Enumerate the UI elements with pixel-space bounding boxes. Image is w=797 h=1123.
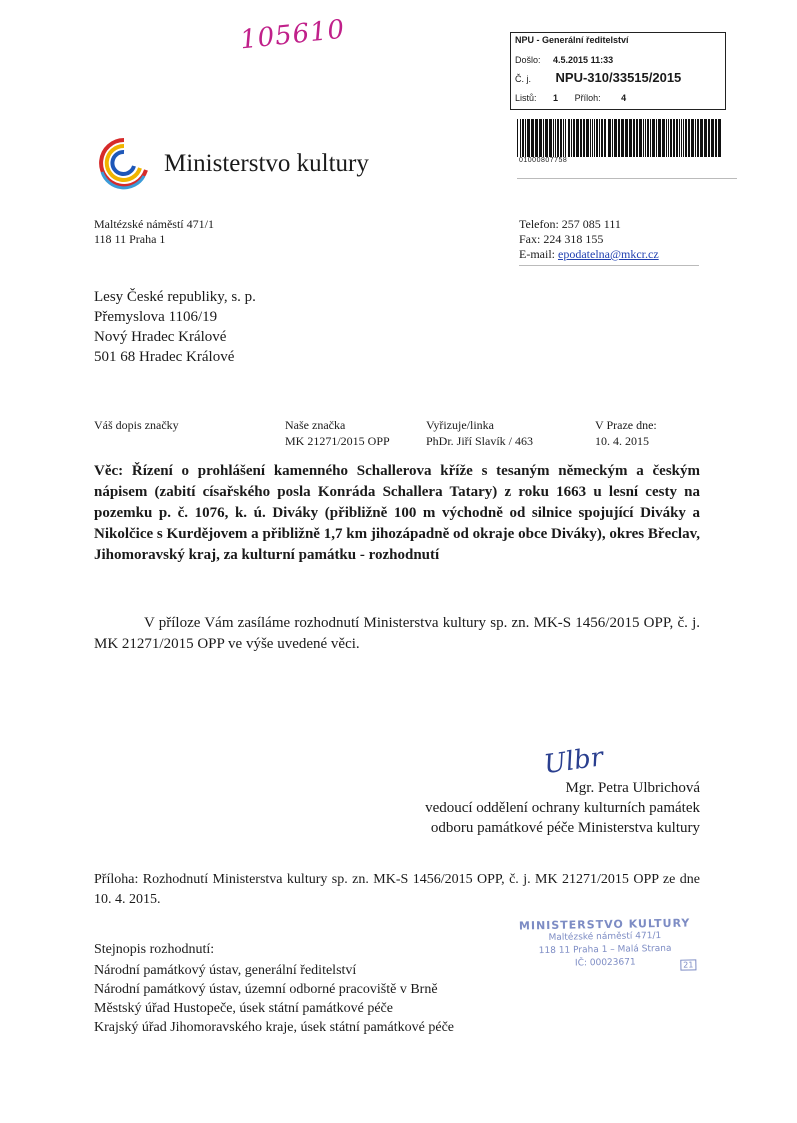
divider xyxy=(519,265,699,266)
barcode-bar xyxy=(695,119,696,157)
barcode-bar xyxy=(612,119,613,157)
barcode-bar xyxy=(621,119,624,157)
barcode-bar xyxy=(601,119,603,157)
sender-address xyxy=(94,217,214,247)
barcode-bar xyxy=(596,119,598,157)
barcode-bar xyxy=(586,119,589,157)
barcode-bar xyxy=(645,119,646,157)
barcode-bar xyxy=(683,119,684,157)
barcode-bar xyxy=(553,119,554,157)
barcode-bar xyxy=(662,119,665,157)
address-line: 118 11 Praha 1 xyxy=(94,232,166,246)
barcode-bar xyxy=(522,119,524,157)
barcode-bar xyxy=(650,119,651,157)
barcode-bar xyxy=(639,119,642,157)
barcode-bar xyxy=(576,119,579,157)
stamp-received: Došlo: 4.5.2015 11:33 xyxy=(515,55,614,65)
signatory-department: odboru památkové péče Ministerstva kultury xyxy=(430,820,700,836)
recipient-address xyxy=(94,287,256,367)
barcode-bar xyxy=(708,119,710,157)
barcode-bar xyxy=(688,119,690,157)
signatory-name: Mgr. Petra Ulbrichová xyxy=(565,780,700,796)
barcode-bar xyxy=(565,119,566,157)
list-item: Krajský úřad Jihomoravského kraje, úsek státní památkové péče xyxy=(94,1020,455,1035)
signatory xyxy=(380,778,700,838)
barcode-bar xyxy=(668,119,669,157)
barcode-bar xyxy=(531,119,534,157)
barcode-bar xyxy=(590,119,591,157)
barcode-bar xyxy=(549,119,552,157)
subject: Věc: Řízení o prohlášení kamenného Schallerova kříže s tesaným německým a českým nápisem (zabití císařského posla Konráda Schallera Tatary) z roku 1663 u lesní cesty na pozemku p. č. 1076, k. ú. Diváky (přibližně 100 m východně od silnice spojující Diváky a Nikolčice s Kurdějovem a přibližně 1,7 km jihozápadně od okraje obce Diváky), okres Břeclav, Jihomoravský kraj, za kulturní památku - rozhodnutí xyxy=(94,463,700,563)
barcode-bar xyxy=(525,119,526,157)
handwritten-signature xyxy=(538,732,608,782)
recipient-line: Lesy České republiky, s. p. xyxy=(94,289,256,305)
barcode-bar xyxy=(557,119,559,157)
barcode-bar xyxy=(676,119,678,157)
recipient-line: 501 68 Hradec Králové xyxy=(94,349,235,365)
list-item: Národní památkový ústav, generální ředitelství xyxy=(94,963,357,978)
barcode-bar xyxy=(571,119,572,157)
barcode-bar xyxy=(583,119,585,157)
barcode-bar xyxy=(697,119,699,157)
stamp-reference: Č. j. NPU-310/33515/2015 xyxy=(515,70,682,85)
barcode-bar xyxy=(560,119,562,157)
barcode-bar xyxy=(691,119,694,157)
barcode-bar xyxy=(545,119,548,157)
barcode-bar xyxy=(535,119,538,157)
sender-contact xyxy=(519,217,659,262)
barcode-bar xyxy=(666,119,667,157)
attachment-note: Příloha: Rozhodnutí Ministerstva kultury sp. zn. MK-S 1456/2015 OPP, č. j. MK 21271/2015 OPP ze dne 10. 4. 2015. xyxy=(94,872,700,907)
barcode-bar xyxy=(704,119,707,157)
barcode-bar xyxy=(555,119,556,157)
barcode-bar xyxy=(679,119,680,157)
address-line: Maltézské náměstí 471/1 xyxy=(94,217,214,231)
barcode-bar xyxy=(568,119,570,157)
barcode-number: 01000807758 xyxy=(519,157,568,164)
barcode-bar xyxy=(594,119,595,157)
list-item: Městský úřad Hustopeče, úsek státní památkové péče xyxy=(94,1001,393,1016)
email-line: E-mail: epodatelna@mkcr.cz xyxy=(519,247,659,261)
svg-text:Ulbr: Ulbr xyxy=(542,742,606,781)
phone: Telefon: 257 085 111 xyxy=(519,217,621,231)
barcode-bar xyxy=(711,119,714,157)
barcode-bar xyxy=(520,119,521,157)
recipient-line: Nový Hradec Králové xyxy=(94,329,227,345)
barcode-bar xyxy=(652,119,655,157)
barcode-bar xyxy=(685,119,687,157)
stamp-office: NPU - Generální ředitelství xyxy=(515,35,629,45)
ministry-stamp: MINISTERSTVO KULTURY Maltézské náměstí 471/1 118 11 Praha 1 – Malá Strana IČ: 00023671 21 xyxy=(510,916,701,971)
barcode-bar xyxy=(715,119,717,157)
barcode-bar xyxy=(647,119,649,157)
letter-body: V příloze Vám zasíláme rozhodnutí Ministerstva kultury sp. zn. MK-S 1456/2015 OPP, č. j. MK 21271/2015 OPP ve výše uvedené věci. xyxy=(94,615,700,652)
barcode-bar xyxy=(625,119,628,157)
barcode-bar xyxy=(517,119,518,157)
signatory-role: vedoucí oddělení ochrany kulturních památek xyxy=(425,800,700,816)
barcode-bar xyxy=(527,119,530,157)
barcode-bar xyxy=(604,119,606,157)
copies-list xyxy=(94,940,454,1037)
barcode-bar xyxy=(656,119,657,157)
barcode-bar xyxy=(580,119,582,157)
barcode-bar xyxy=(633,119,635,157)
barcode-bar xyxy=(563,119,564,157)
barcode-bar xyxy=(599,119,600,157)
registry-stamp xyxy=(510,32,726,110)
handler: Vyřizuje/linka PhDr. Jiří Slavík / 463 xyxy=(426,418,534,448)
barcode xyxy=(517,119,722,157)
ministry-name: Ministerstvo kultury xyxy=(164,150,369,177)
letter-date: V Praze dne: 10. 4. 2015 xyxy=(595,418,657,448)
barcode-bar xyxy=(573,119,575,157)
handwritten-registry-number: 105610 xyxy=(238,14,347,56)
stamp-counts: Listů: 1 Příloh: 4 xyxy=(515,93,627,103)
barcode-bar xyxy=(670,119,672,157)
recipient-line: Přemyslova 1106/19 xyxy=(94,309,218,325)
barcode-bar xyxy=(700,119,703,157)
fax: Fax: 224 318 155 xyxy=(519,232,604,246)
your-reference: Váš dopis značky xyxy=(94,418,179,432)
barcode-bar xyxy=(636,119,638,157)
barcode-bar xyxy=(658,119,661,157)
barcode-bar xyxy=(608,119,611,157)
email-link[interactable]: epodatelna@mkcr.cz xyxy=(558,247,659,261)
barcode-bar xyxy=(718,119,721,157)
barcode-bar xyxy=(629,119,632,157)
barcode-bar xyxy=(673,119,675,157)
barcode-bar xyxy=(618,119,620,157)
our-reference: Naše značka MK 21271/2015 OPP xyxy=(285,418,390,448)
barcode-bar xyxy=(592,119,593,157)
barcode-bar xyxy=(539,119,542,157)
barcode-bar xyxy=(681,119,682,157)
barcode-bar xyxy=(543,119,544,157)
barcode-bar xyxy=(643,119,644,157)
list-item: Národní památkový ústav, územní odborné pracoviště v Brně xyxy=(94,982,438,997)
divider xyxy=(517,178,737,179)
barcode-bar xyxy=(614,119,617,157)
ministry-logo-icon xyxy=(94,136,154,190)
copies-heading: Stejnopis rozhodnutí: xyxy=(94,942,215,957)
